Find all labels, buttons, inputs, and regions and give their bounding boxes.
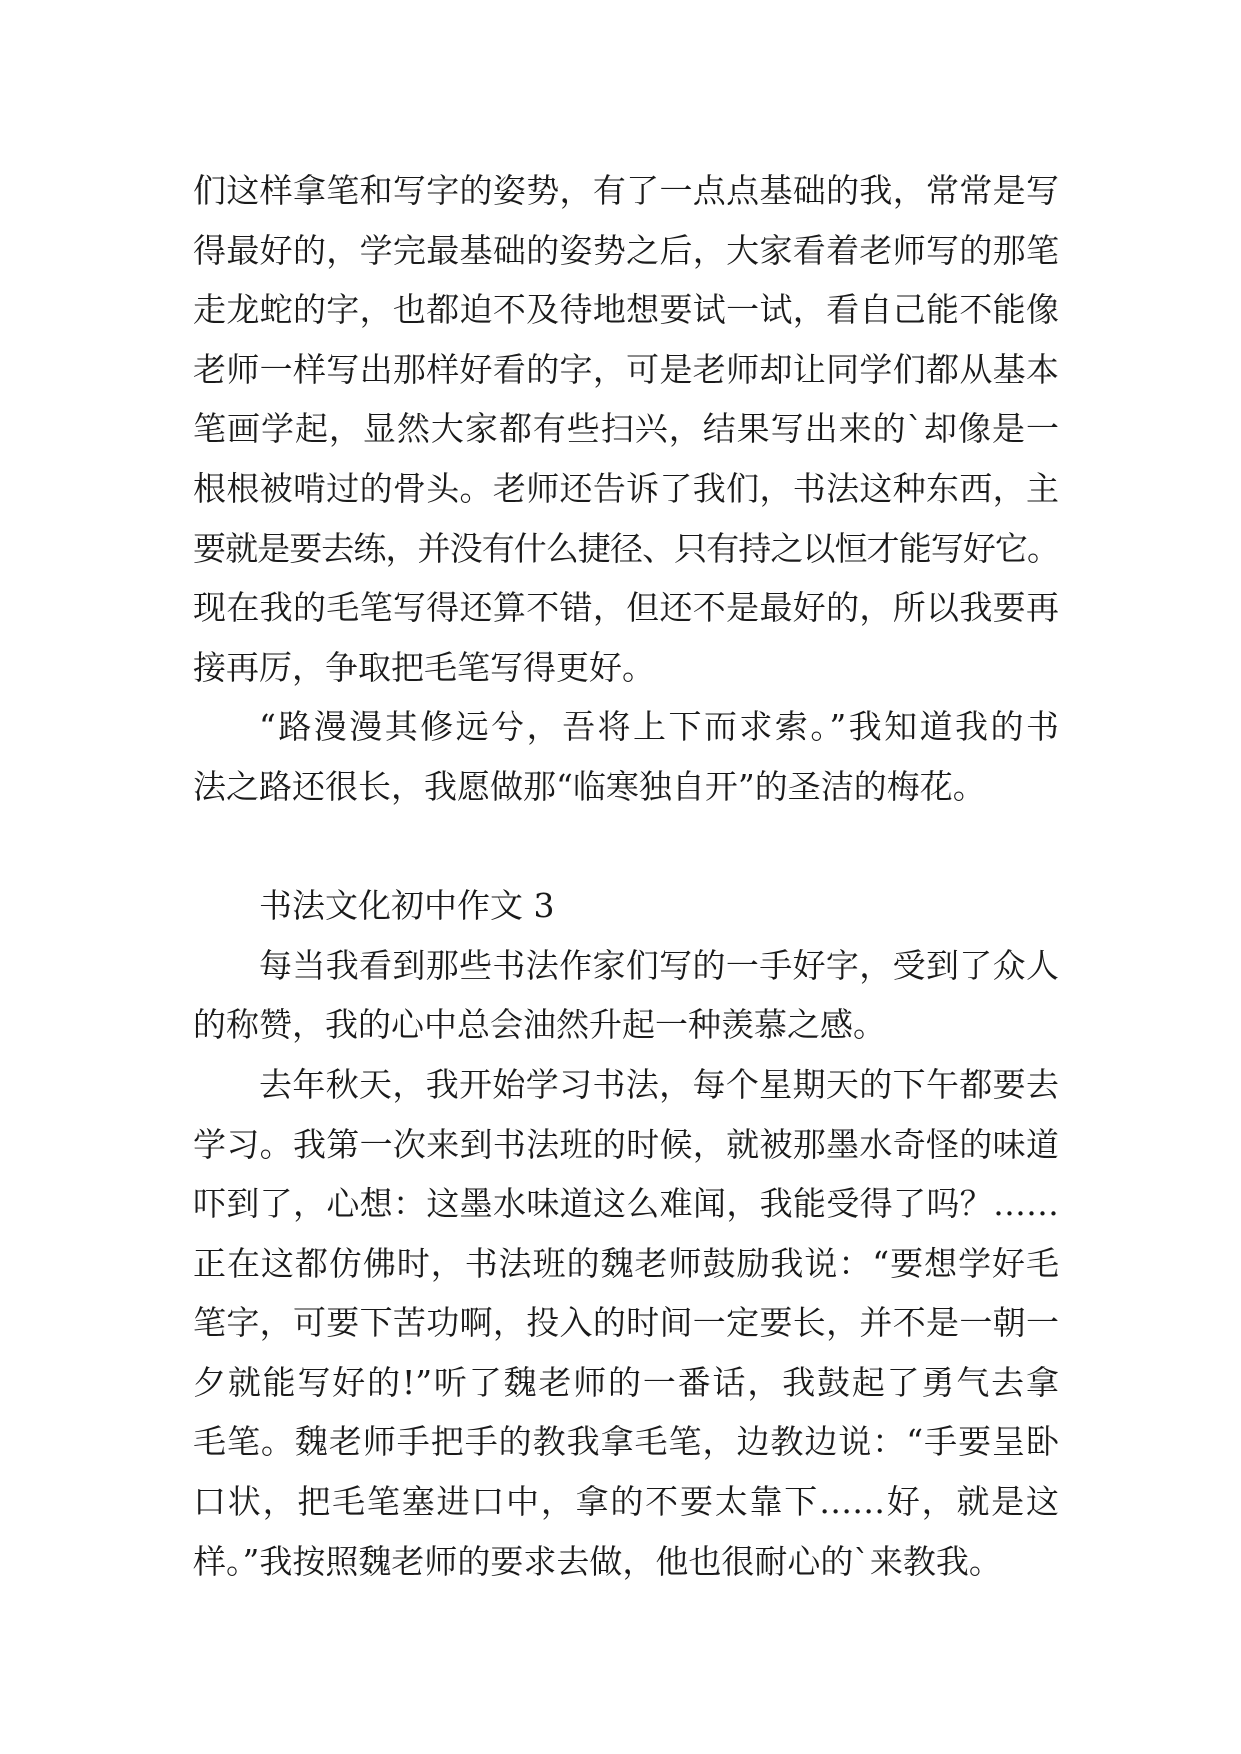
text-line: 们这样拿笔和写字的姿势，有了一点点基础的我，常常是写	[193, 171, 1059, 210]
text-line: 样。”我按照魏老师的要求去做，他也很耐心的`来教我。	[193, 1541, 1002, 1581]
paragraph	[193, 936, 1059, 1055]
text-line: 接再厉，争取把毛笔写得更好。	[193, 647, 655, 687]
text-line: 夕就能写好的!”听了魏老师的一番话，我鼓起了勇气去拿	[193, 1362, 1059, 1402]
text-line: 笔字，可要下苦功啊，投入的时间一定要长，并不是一朝一	[193, 1303, 1059, 1343]
text-line: 走龙蛇的字，也都迫不及待地想要试一试，看自己能不能像	[193, 290, 1059, 330]
text-line: 笔画学起，显然大家都有些扫兴，结果写出来的`却像是一	[193, 409, 1059, 449]
text-line: 根根被啃过的骨头。老师还告诉了我们，书法这种东西，主	[193, 468, 1059, 508]
text-line: 得最好的，学完最基础的姿势之后，大家看着老师写的那笔	[193, 230, 1059, 270]
text-line: 口状，把毛笔塞进口中，拿的不要太靠下……好，就是这	[193, 1482, 1059, 1522]
text-line: 每当我看到那些书法作家们写的一手好字，受到了众人	[259, 945, 1059, 985]
paragraph	[193, 1055, 1059, 1591]
text-line: 去年秋天，我开始学习书法，每个星期天的下午都要去	[259, 1064, 1059, 1104]
text-line: 法之路还很长，我愿做那“临寒独自开”的圣洁的梅花。	[193, 766, 986, 806]
text-line: 的称赞，我的心中总会油然升起一种羡慕之感。	[193, 1005, 886, 1045]
paragraph	[193, 161, 1059, 697]
text-line: 毛笔。魏老师手把手的教我拿毛笔，边教边说：“手要呈卧	[193, 1422, 1059, 1462]
text-line: 正在这都仿佛时，书法班的魏老师鼓励我说：“要想学好毛	[193, 1243, 1059, 1283]
blank-line	[193, 817, 1059, 877]
section-title: 书法文化初中作文 3	[259, 886, 555, 926]
paragraph	[193, 697, 1059, 816]
text-line: 要就是要去练，并没有什么捷径、只有持之以恒才能写好它。	[193, 528, 1059, 568]
text-line: 吓到了，心想：这墨水味道这么难闻，我能受得了吗？……	[193, 1184, 1059, 1224]
text-line: 现在我的毛笔写得还算不错，但还不是最好的，所以我要再	[193, 588, 1059, 628]
document-body	[193, 161, 1059, 1591]
text-line: “路漫漫其修远兮，吾将上下而求索。”我知道我的书	[259, 707, 1059, 747]
text-line: 学习。我第一次来到书法班的时候，就被那墨水奇怪的味道	[193, 1124, 1059, 1164]
text-line: 老师一样写出那样好看的字，可是老师却让同学们都从基本	[193, 349, 1059, 389]
